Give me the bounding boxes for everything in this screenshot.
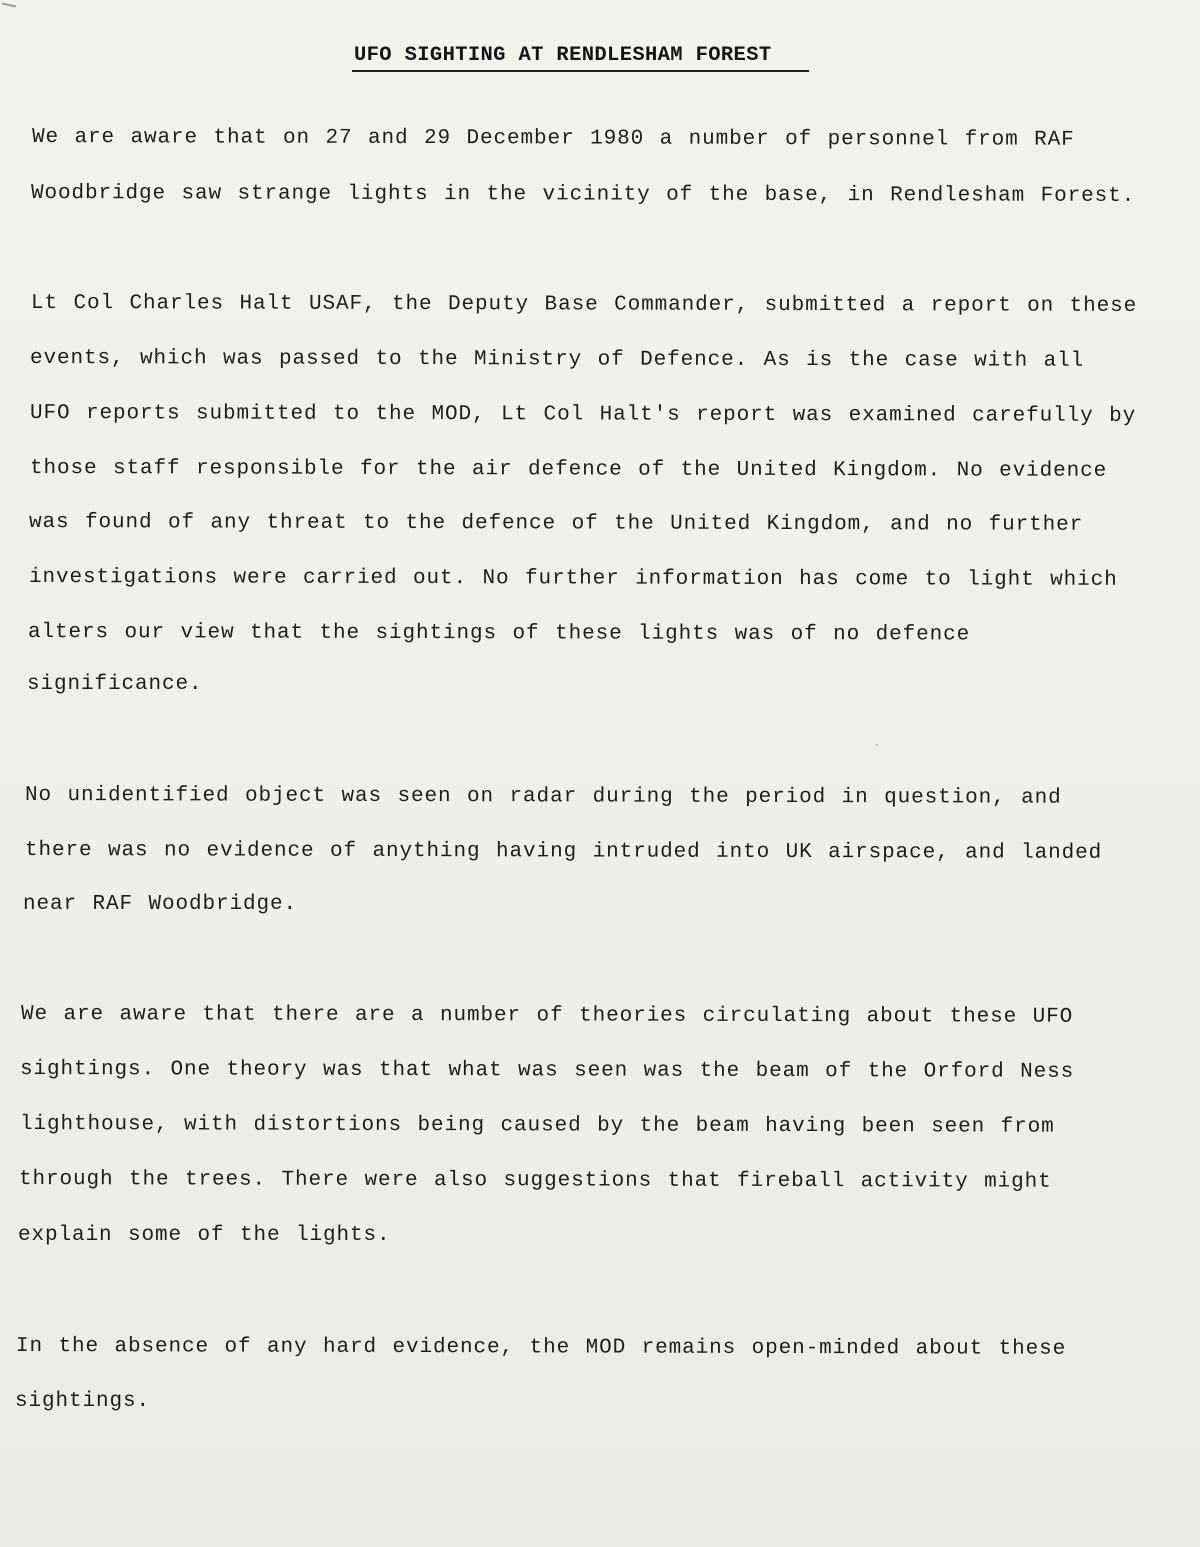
paragraph-5-line-1: In the absence of any hard evidence, the MOD remains open-minded about these [15,1335,1067,1361]
paragraph-5-line-2: sightings. [15,1390,151,1413]
paragraph-3-line-2: there was no evidence of anything having intruded into UK airspace, and landed [24,839,1103,865]
paragraph-4-line-5: explain some of the lights. [18,1224,391,1247]
paragraph-2-line-1: Lt Col Charles Halt USAF, the Deputy Base Commander, submitted a report on these [30,292,1138,318]
paragraph-2-line-5: was found of any threat to the defence of the United Kingdom, and no further [28,511,1084,537]
paragraph-2-line-8: significance. [27,673,203,696]
paragraph-2-line-4: those staff responsible for the air defence of the United Kingdom. No evidence [29,457,1108,483]
paragraph-2-line-2: events, which was passed to the Ministry of Defence. As is the case with all [29,347,1085,373]
paragraph-2-line-3: UFO reports submitted to the MOD, Lt Col Halt's report was examined carefully by [29,402,1137,428]
paragraph-4-line-2: sightings. One theory was that what was seen was the beam of the Orford Ness [19,1058,1075,1084]
corner-mark [2,3,16,8]
document-title: UFO SIGHTING AT RENDLESHAM FOREST [354,44,772,67]
paragraph-4-line-3: lighthouse, with distortions being caused by the beam having been seen from [19,1113,1055,1139]
paragraph-1-line-2: Woodbridge saw strange lights in the vicinity of the base, in Rendlesham Forest. [30,182,1136,208]
paragraph-3-line-3: near RAF Woodbridge. [23,893,298,916]
paragraph-1-line-1: We are aware that on 27 and 29 December 1980 a number of personnel from RAF [31,126,1075,152]
paragraph-4-line-4: through the trees. There were also suggestions that fireball activity might [18,1168,1052,1194]
paragraph-2-line-7: alters our view that the sightings of these lights was of no defence [27,621,971,647]
title-underline [352,70,809,72]
paragraph-4-line-1: We are aware that there are a number of theories circulating about these UFO [20,1003,1074,1029]
paragraph-3-line-1: No unidentified object was seen on radar during the period in question, and [24,784,1062,810]
paper-speck [876,744,878,746]
paragraph-2-line-6: investigations were carried out. No further information has come to light which [28,566,1118,592]
